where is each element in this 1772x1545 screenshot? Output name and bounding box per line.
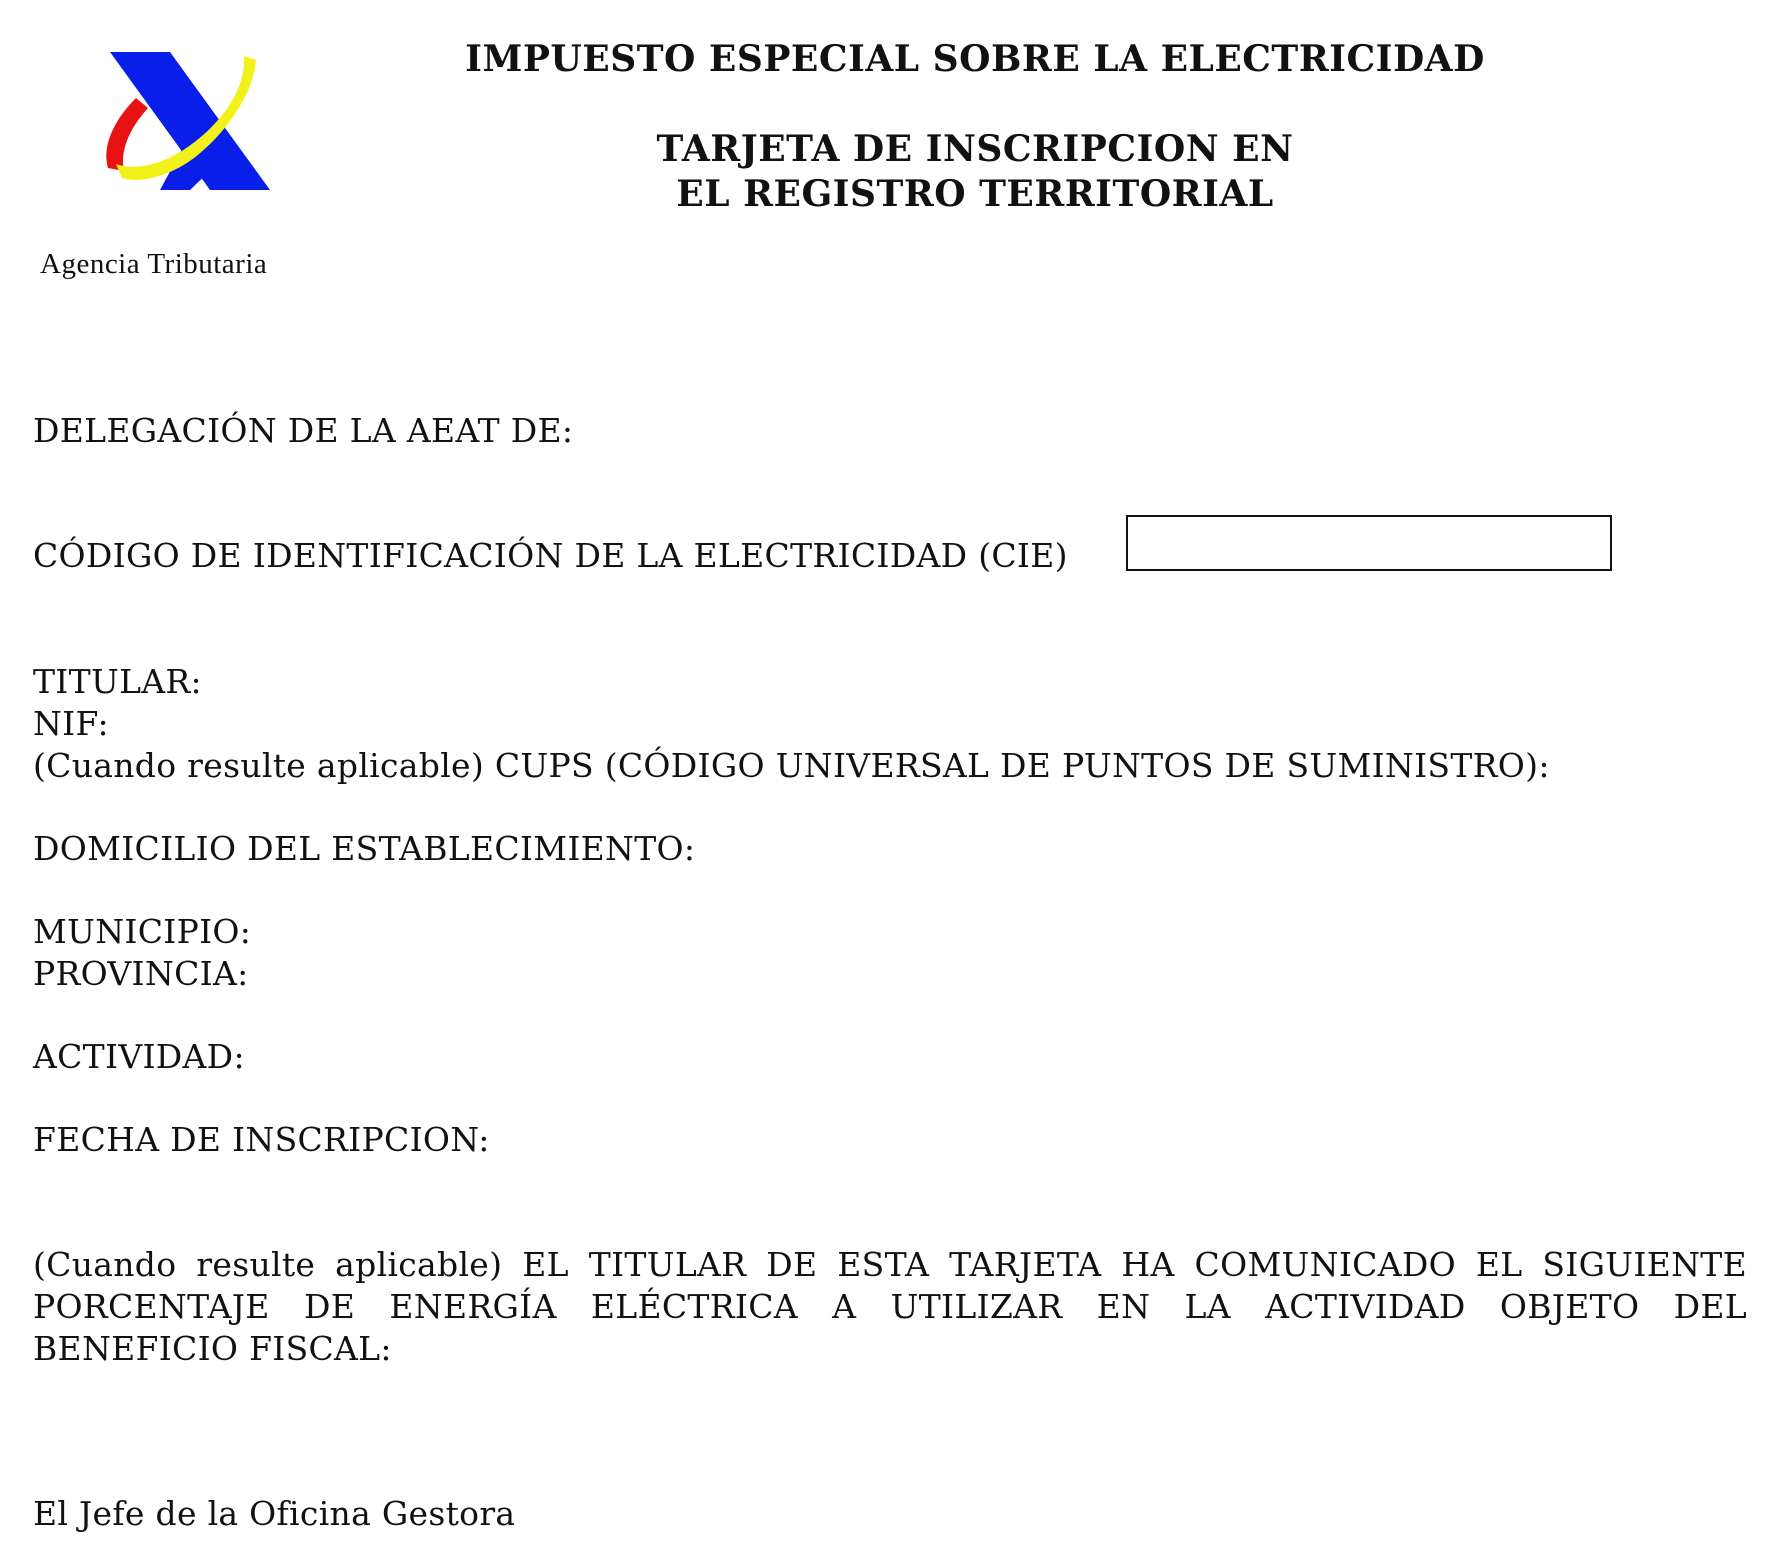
cie-input-box[interactable] bbox=[1126, 515, 1612, 571]
nif-label: NIF: bbox=[33, 704, 109, 743]
fecha-inscripcion-label: FECHA DE INSCRIPCION: bbox=[33, 1120, 490, 1159]
municipio-label: MUNICIPIO: bbox=[33, 912, 252, 951]
porcentaje-note-line1: (Cuando resulte aplicable) EL TITULAR DE ESTA TARJETA HA COMUNICADO EL SIGUIENTE bbox=[33, 1245, 1747, 1284]
cie-label: CÓDIGO DE IDENTIFICACIÓN DE LA ELECTRICIDAD (CIE) bbox=[33, 536, 1068, 575]
titular-label: TITULAR: bbox=[33, 662, 202, 701]
document-title: IMPUESTO ESPECIAL SOBRE LA ELECTRICIDAD bbox=[465, 38, 1485, 80]
signature-label: El Jefe de la Oficina Gestora bbox=[33, 1494, 516, 1533]
agencia-tributaria-logo-icon bbox=[98, 50, 278, 200]
porcentaje-note-line3: BENEFICIO FISCAL: bbox=[33, 1329, 392, 1368]
cups-label: (Cuando resulte aplicable) CUPS (CÓDIGO UNIVERSAL DE PUNTOS DE SUMINISTRO): bbox=[33, 746, 1550, 785]
document-subtitle-line1: TARJETA DE INSCRIPCION EN bbox=[656, 128, 1294, 170]
actividad-label: ACTIVIDAD: bbox=[33, 1037, 245, 1076]
document-subtitle-line2: EL REGISTRO TERRITORIAL bbox=[676, 173, 1274, 215]
porcentaje-note-line2: PORCENTAJE DE ENERGÍA ELÉCTRICA A UTILIZAR EN LA ACTIVIDAD OBJETO DEL bbox=[33, 1287, 1747, 1326]
delegacion-label: DELEGACIÓN DE LA AEAT DE: bbox=[33, 411, 574, 450]
agency-name: Agencia Tributaria bbox=[40, 248, 268, 280]
domicilio-label: DOMICILIO DEL ESTABLECIMIENTO: bbox=[33, 829, 696, 868]
provincia-label: PROVINCIA: bbox=[33, 954, 249, 993]
